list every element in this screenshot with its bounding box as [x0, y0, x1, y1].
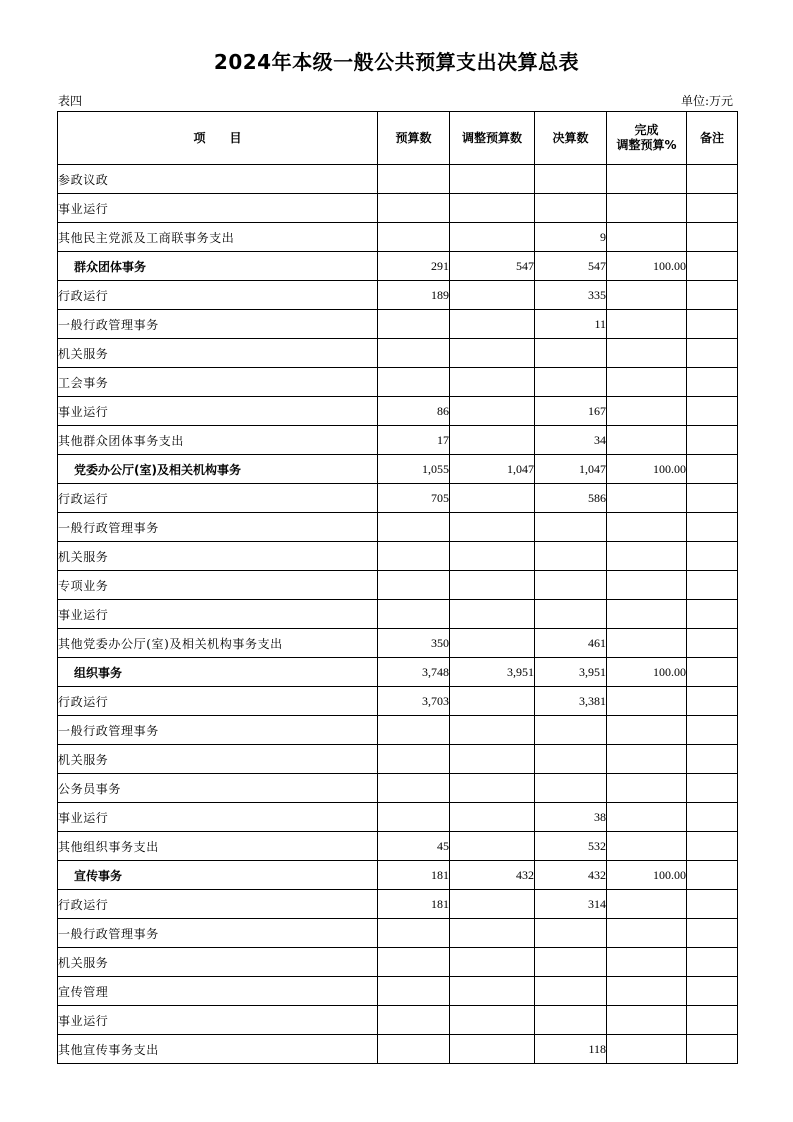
- cell-note: [687, 484, 738, 513]
- cell-budget: 86: [378, 397, 450, 426]
- cell-final-account: [535, 513, 607, 542]
- cell-completion-ratio: [607, 687, 687, 716]
- cell-item-name: 专项业务: [58, 571, 378, 600]
- cell-note: [687, 223, 738, 252]
- header-budget: 预算数: [378, 112, 450, 165]
- cell-adjusted-budget: [450, 194, 535, 223]
- cell-final-account: 3,381: [535, 687, 607, 716]
- cell-item-name: 行政运行: [58, 484, 378, 513]
- cell-item-name: 其他党委办公厅(室)及相关机构事务支出: [58, 629, 378, 658]
- cell-note: [687, 629, 738, 658]
- cell-adjusted-budget: [450, 368, 535, 397]
- cell-completion-ratio: 100.00: [607, 861, 687, 890]
- cell-note: [687, 397, 738, 426]
- cell-item-name: 事业运行: [58, 803, 378, 832]
- cell-final-account: 432: [535, 861, 607, 890]
- cell-final-account: [535, 165, 607, 194]
- table-number: 表四: [58, 94, 83, 108]
- cell-final-account: [535, 571, 607, 600]
- cell-item-name: 公务员事务: [58, 774, 378, 803]
- cell-budget: [378, 1035, 450, 1064]
- header-item: 项 目: [58, 112, 378, 165]
- cell-completion-ratio: [607, 1035, 687, 1064]
- cell-item-name: 事业运行: [58, 1006, 378, 1035]
- cell-completion-ratio: [607, 745, 687, 774]
- cell-note: [687, 745, 738, 774]
- cell-note: [687, 368, 738, 397]
- cell-adjusted-budget: [450, 571, 535, 600]
- cell-budget: [378, 745, 450, 774]
- cell-item-name: 机关服务: [58, 339, 378, 368]
- cell-completion-ratio: [607, 774, 687, 803]
- cell-note: [687, 513, 738, 542]
- cell-adjusted-budget: 1,047: [450, 455, 535, 484]
- table-header-row: [58, 112, 738, 165]
- cell-item-name: 机关服务: [58, 542, 378, 571]
- cell-note: [687, 194, 738, 223]
- cell-budget: [378, 803, 450, 832]
- cell-budget: [378, 1006, 450, 1035]
- cell-budget: [378, 368, 450, 397]
- cell-adjusted-budget: [450, 310, 535, 339]
- table-row: [58, 832, 738, 861]
- cell-note: [687, 803, 738, 832]
- table-row: [58, 165, 738, 194]
- cell-completion-ratio: [607, 513, 687, 542]
- cell-note: [687, 426, 738, 455]
- cell-budget: [378, 223, 450, 252]
- cell-budget: [378, 513, 450, 542]
- cell-adjusted-budget: [450, 919, 535, 948]
- cell-completion-ratio: [607, 310, 687, 339]
- cell-item-name: 行政运行: [58, 281, 378, 310]
- cell-final-account: [535, 948, 607, 977]
- cell-note: [687, 977, 738, 1006]
- table-row: [58, 339, 738, 368]
- cell-item-name: 其他群众团体事务支出: [58, 426, 378, 455]
- cell-completion-ratio: [607, 281, 687, 310]
- cell-final-account: 1,047: [535, 455, 607, 484]
- cell-note: [687, 339, 738, 368]
- table-body: [58, 165, 738, 1064]
- table-row: [58, 310, 738, 339]
- cell-item-name: 行政运行: [58, 890, 378, 919]
- cell-item-name: 其他组织事务支出: [58, 832, 378, 861]
- table-row: [58, 977, 738, 1006]
- budget-table: [57, 111, 738, 1064]
- cell-completion-ratio: 100.00: [607, 252, 687, 281]
- table-row: [58, 774, 738, 803]
- cell-budget: 705: [378, 484, 450, 513]
- cell-final-account: 118: [535, 1035, 607, 1064]
- cell-note: [687, 1006, 738, 1035]
- cell-note: [687, 252, 738, 281]
- cell-budget: [378, 542, 450, 571]
- cell-completion-ratio: [607, 542, 687, 571]
- cell-budget: [378, 310, 450, 339]
- cell-final-account: [535, 716, 607, 745]
- cell-note: [687, 165, 738, 194]
- cell-note: [687, 919, 738, 948]
- cell-final-account: 34: [535, 426, 607, 455]
- cell-final-account: [535, 1006, 607, 1035]
- table-row: [58, 600, 738, 629]
- header-note: 备注: [687, 112, 738, 165]
- table-row-category: [58, 861, 738, 890]
- cell-budget: [378, 339, 450, 368]
- table-row: [58, 426, 738, 455]
- table-row: [58, 948, 738, 977]
- cell-budget: [378, 600, 450, 629]
- cell-item-name: 一般行政管理事务: [58, 716, 378, 745]
- cell-completion-ratio: [607, 165, 687, 194]
- cell-completion-ratio: 100.00: [607, 658, 687, 687]
- cell-final-account: 586: [535, 484, 607, 513]
- cell-final-account: 38: [535, 803, 607, 832]
- cell-final-account: [535, 368, 607, 397]
- cell-note: [687, 687, 738, 716]
- cell-adjusted-budget: [450, 716, 535, 745]
- cell-final-account: 461: [535, 629, 607, 658]
- cell-item-name: 事业运行: [58, 600, 378, 629]
- cell-completion-ratio: [607, 629, 687, 658]
- cell-adjusted-budget: [450, 629, 535, 658]
- cell-adjusted-budget: [450, 1035, 535, 1064]
- cell-adjusted-budget: [450, 1006, 535, 1035]
- cell-final-account: [535, 339, 607, 368]
- cell-item-name: 工会事务: [58, 368, 378, 397]
- cell-completion-ratio: [607, 397, 687, 426]
- cell-adjusted-budget: [450, 803, 535, 832]
- cell-adjusted-budget: [450, 165, 535, 194]
- cell-budget: 181: [378, 890, 450, 919]
- table-row-category: [58, 252, 738, 281]
- cell-note: [687, 455, 738, 484]
- cell-completion-ratio: [607, 571, 687, 600]
- cell-budget: 291: [378, 252, 450, 281]
- header-completion-ratio-line1: 完成: [634, 123, 659, 137]
- cell-adjusted-budget: [450, 542, 535, 571]
- cell-final-account: 11: [535, 310, 607, 339]
- cell-item-name: 机关服务: [58, 745, 378, 774]
- cell-item-name: 事业运行: [58, 194, 378, 223]
- table-row-category: [58, 455, 738, 484]
- cell-note: [687, 861, 738, 890]
- cell-note: [687, 600, 738, 629]
- cell-final-account: 9: [535, 223, 607, 252]
- cell-item-name: 行政运行: [58, 687, 378, 716]
- table-row: [58, 513, 738, 542]
- cell-item-name: 参政议政: [58, 165, 378, 194]
- table-row: [58, 716, 738, 745]
- cell-item-name: 机关服务: [58, 948, 378, 977]
- page-title: 2024年本级一般公共预算支出决算总表: [213, 50, 580, 74]
- table-row: [58, 1035, 738, 1064]
- cell-note: [687, 948, 738, 977]
- cell-adjusted-budget: 3,951: [450, 658, 535, 687]
- cell-budget: 17: [378, 426, 450, 455]
- cell-final-account: 532: [535, 832, 607, 861]
- table-row: [58, 1006, 738, 1035]
- header-completion-ratio: [607, 112, 687, 165]
- table-row: [58, 571, 738, 600]
- cell-adjusted-budget: [450, 745, 535, 774]
- cell-final-account: [535, 194, 607, 223]
- cell-budget: [378, 977, 450, 1006]
- cell-budget: 3,748: [378, 658, 450, 687]
- cell-item-name: 其他宣传事务支出: [58, 1035, 378, 1064]
- cell-final-account: [535, 600, 607, 629]
- cell-completion-ratio: [607, 832, 687, 861]
- cell-note: [687, 658, 738, 687]
- cell-note: [687, 310, 738, 339]
- cell-budget: [378, 919, 450, 948]
- cell-item-name: 其他民主党派及工商联事务支出: [58, 223, 378, 252]
- header-adjusted-budget: 调整预算数: [450, 112, 535, 165]
- cell-item-name: 宣传管理: [58, 977, 378, 1006]
- cell-item-name: 党委办公厅(室)及相关机构事务: [58, 455, 378, 484]
- cell-item-name: 一般行政管理事务: [58, 513, 378, 542]
- cell-item-name: 群众团体事务: [58, 252, 378, 281]
- table-row: [58, 223, 738, 252]
- cell-budget: [378, 774, 450, 803]
- cell-final-account: [535, 774, 607, 803]
- cell-note: [687, 571, 738, 600]
- cell-adjusted-budget: 547: [450, 252, 535, 281]
- cell-budget: [378, 571, 450, 600]
- cell-completion-ratio: [607, 600, 687, 629]
- cell-final-account: 335: [535, 281, 607, 310]
- cell-final-account: 314: [535, 890, 607, 919]
- cell-adjusted-budget: 432: [450, 861, 535, 890]
- cell-completion-ratio: [607, 1006, 687, 1035]
- cell-budget: 1,055: [378, 455, 450, 484]
- cell-completion-ratio: [607, 484, 687, 513]
- cell-note: [687, 716, 738, 745]
- cell-note: [687, 542, 738, 571]
- cell-item-name: 组织事务: [58, 658, 378, 687]
- cell-budget: [378, 165, 450, 194]
- table-row: [58, 890, 738, 919]
- cell-adjusted-budget: [450, 281, 535, 310]
- cell-final-account: [535, 919, 607, 948]
- cell-adjusted-budget: [450, 948, 535, 977]
- cell-completion-ratio: [607, 716, 687, 745]
- table-row-category: [58, 658, 738, 687]
- table-row: [58, 368, 738, 397]
- cell-adjusted-budget: [450, 426, 535, 455]
- cell-adjusted-budget: [450, 339, 535, 368]
- cell-final-account: 167: [535, 397, 607, 426]
- cell-final-account: [535, 542, 607, 571]
- table-row: [58, 484, 738, 513]
- cell-adjusted-budget: [450, 890, 535, 919]
- cell-adjusted-budget: [450, 513, 535, 542]
- cell-final-account: [535, 977, 607, 1006]
- table-row: [58, 629, 738, 658]
- cell-adjusted-budget: [450, 397, 535, 426]
- table-row: [58, 397, 738, 426]
- cell-completion-ratio: [607, 890, 687, 919]
- cell-adjusted-budget: [450, 484, 535, 513]
- cell-note: [687, 1035, 738, 1064]
- cell-budget: [378, 716, 450, 745]
- table-row: [58, 281, 738, 310]
- cell-adjusted-budget: [450, 600, 535, 629]
- table-row: [58, 919, 738, 948]
- cell-completion-ratio: [607, 919, 687, 948]
- cell-item-name: 宣传事务: [58, 861, 378, 890]
- cell-adjusted-budget: [450, 687, 535, 716]
- cell-adjusted-budget: [450, 774, 535, 803]
- cell-note: [687, 890, 738, 919]
- cell-completion-ratio: [607, 948, 687, 977]
- cell-budget: [378, 948, 450, 977]
- unit-label: 单位:万元: [680, 94, 733, 108]
- cell-completion-ratio: [607, 368, 687, 397]
- cell-completion-ratio: [607, 339, 687, 368]
- cell-adjusted-budget: [450, 223, 535, 252]
- table-row: [58, 687, 738, 716]
- cell-budget: 3,703: [378, 687, 450, 716]
- cell-completion-ratio: [607, 977, 687, 1006]
- cell-budget: 350: [378, 629, 450, 658]
- cell-budget: 45: [378, 832, 450, 861]
- cell-final-account: 3,951: [535, 658, 607, 687]
- cell-completion-ratio: [607, 223, 687, 252]
- table-row: [58, 745, 738, 774]
- cell-note: [687, 832, 738, 861]
- cell-adjusted-budget: [450, 832, 535, 861]
- cell-completion-ratio: [607, 803, 687, 832]
- cell-item-name: 一般行政管理事务: [58, 919, 378, 948]
- cell-budget: 181: [378, 861, 450, 890]
- cell-completion-ratio: [607, 194, 687, 223]
- cell-budget: [378, 194, 450, 223]
- cell-adjusted-budget: [450, 977, 535, 1006]
- cell-final-account: 547: [535, 252, 607, 281]
- header-completion-ratio-line2: 调整预算%: [616, 138, 677, 152]
- cell-final-account: [535, 745, 607, 774]
- cell-budget: 189: [378, 281, 450, 310]
- table-row: [58, 194, 738, 223]
- cell-note: [687, 774, 738, 803]
- cell-completion-ratio: [607, 426, 687, 455]
- table-row: [58, 803, 738, 832]
- cell-item-name: 事业运行: [58, 397, 378, 426]
- header-final-account: 决算数: [535, 112, 607, 165]
- cell-item-name: 一般行政管理事务: [58, 310, 378, 339]
- cell-completion-ratio: 100.00: [607, 455, 687, 484]
- cell-note: [687, 281, 738, 310]
- table-row: [58, 542, 738, 571]
